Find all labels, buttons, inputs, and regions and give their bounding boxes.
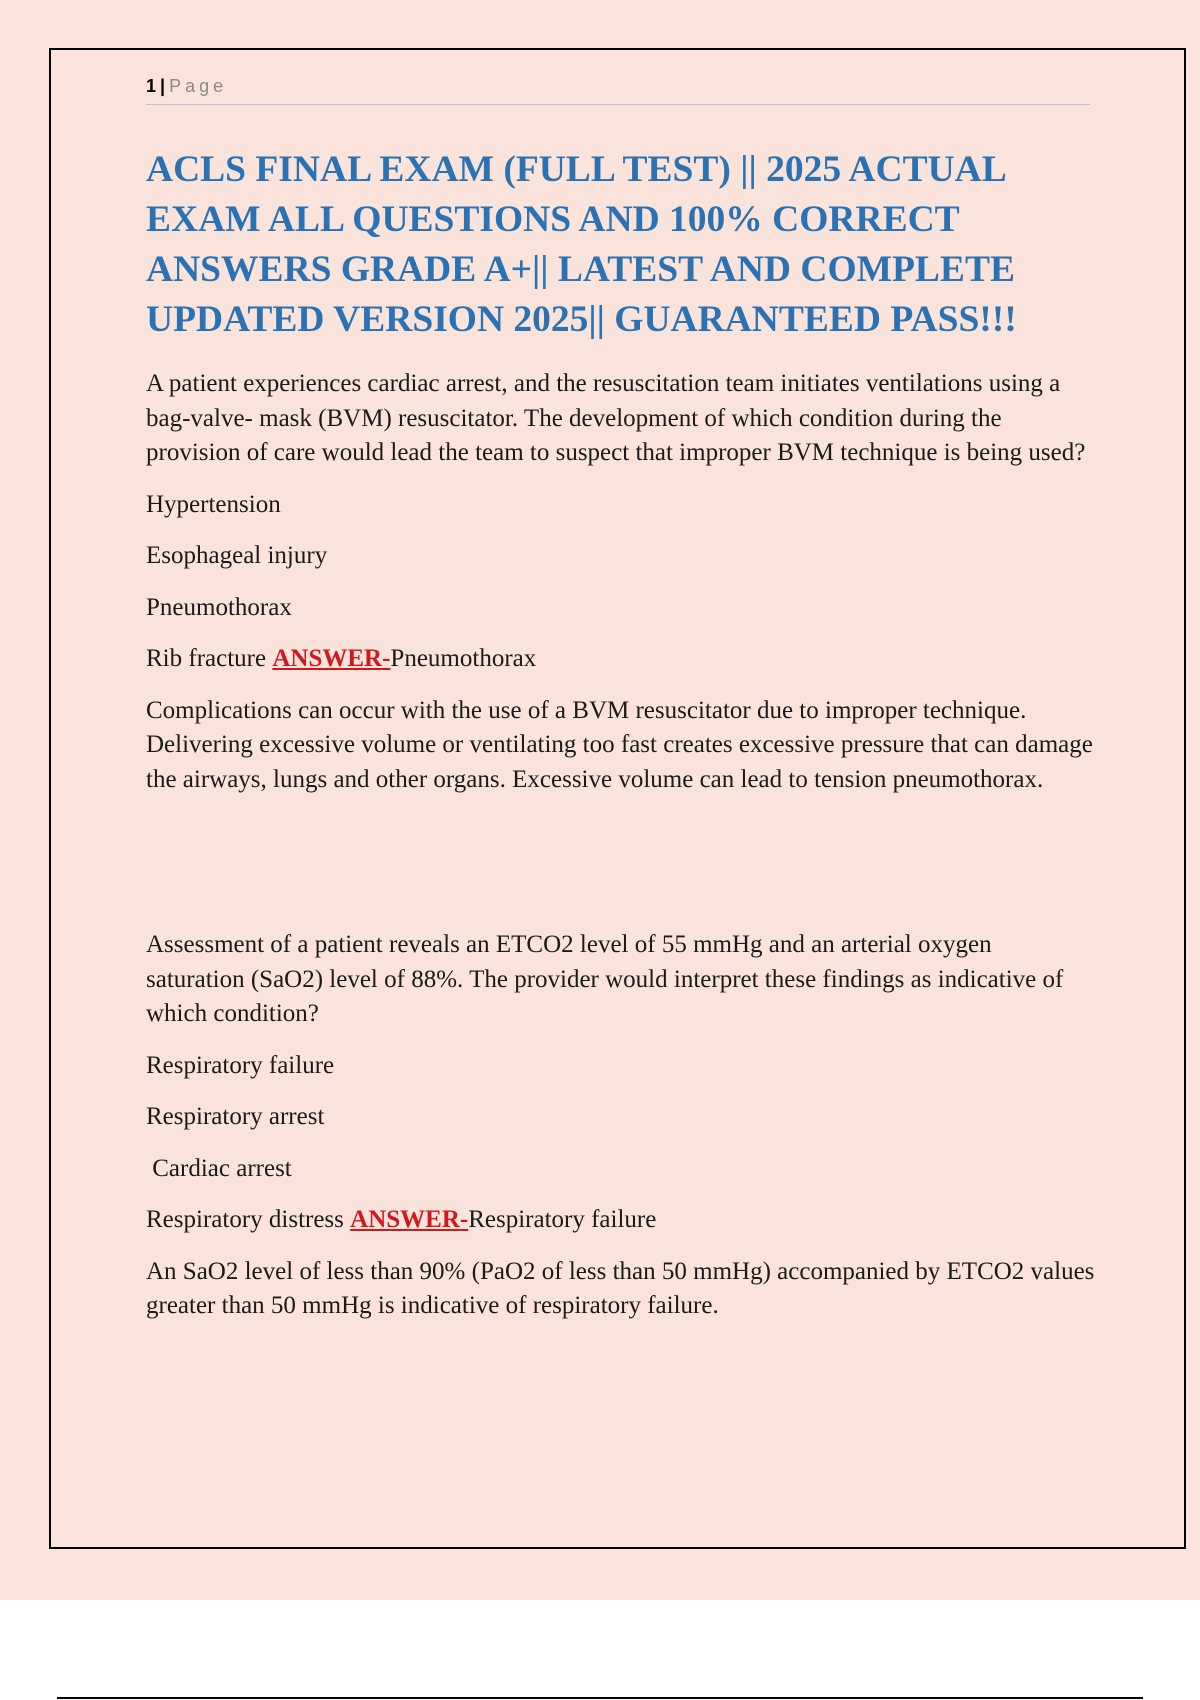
option-item	[146, 1152, 1096, 1187]
page-separator: |	[160, 76, 166, 96]
question-text: Assessment of a patient reveals an ETCO2 level of 55 mmHg and an arterial oxygen saturation (SaO2) level of 88%. The provider would interpret these findings as indicative of which condition?	[146, 931, 1064, 1027]
option-item: Respiratory distress	[146, 1206, 344, 1233]
question-text: A patient experiences cardiac arrest, and the resuscitation team initiates ventilations using a bag-valve- mask (BVM) resuscitator. The development of which condition during the provision of care would lead the team to suspect that improper BVM technique is being used?	[146, 370, 1086, 466]
answer-label: ANSWER-	[350, 1206, 469, 1233]
correct-answer: Respiratory failure	[468, 1206, 657, 1233]
page-label: Page	[169, 76, 228, 96]
option-item: Respiratory arrest	[146, 1103, 325, 1130]
answer-line	[146, 642, 1096, 677]
section-spacer	[146, 814, 1096, 928]
answer-label: ANSWER-	[272, 645, 391, 672]
option-item: Pneumothorax	[146, 593, 292, 621]
document-title: ACLS FINAL EXAM (FULL TEST) || 2025 ACTUAL EXAM ALL QUESTIONS AND 100% CORRECT ANSWERS GRADE A+|| LATEST AND COMPLETE UPDATED VERSION 2025|| GUARANTEED PASS!!!	[146, 149, 1017, 340]
option-item: Hypertension	[146, 490, 281, 518]
option-item-text: Cardiac arrest	[152, 1154, 292, 1182]
option-item: Esophageal injury	[146, 542, 328, 569]
answer-line	[146, 1203, 1096, 1238]
correct-answer: Pneumothorax	[390, 645, 537, 672]
footer-rule	[57, 1697, 1143, 1699]
option-item: Respiratory failure	[146, 1051, 335, 1079]
document-body	[146, 145, 1096, 1341]
answer-explanation: Complications can occur with the use of a BVM resuscitator due to improper technique. Delivering excessive volume or ventilating too fast creates excessive pressure that can damage the airways, lungs and other organs. Excessive volume can lead to tension pneumothorax.	[146, 696, 1093, 793]
option-item: Rib fracture	[146, 645, 267, 672]
page-header	[146, 74, 1090, 105]
page-number: 1	[146, 76, 157, 96]
answer-explanation: An SaO2 level of less than 90% (PaO2 of less than 50 mmHg) accompanied by ETCO2 values greater than 50 mmHg is indicative of respiratory failure.	[146, 1257, 1095, 1319]
